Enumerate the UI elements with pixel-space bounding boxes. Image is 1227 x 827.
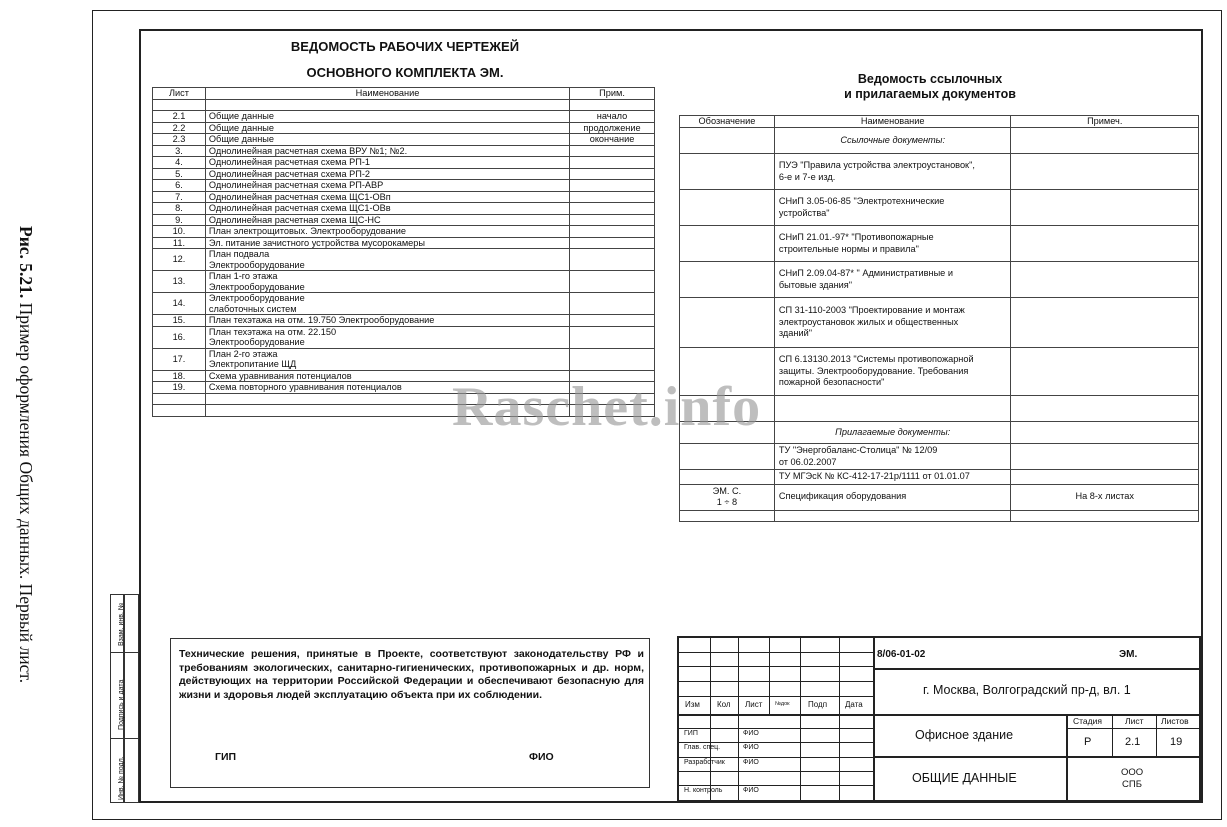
documents-table (679, 115, 1199, 522)
grid-line (679, 771, 873, 772)
cell-sheet: 13. (153, 271, 206, 293)
att-line: ТУ "Энергобаланс-Столица" № 12/09 (778, 445, 938, 455)
cell-note (1011, 444, 1199, 470)
stamp-role: Н. контроль (684, 787, 723, 794)
grid-line (1156, 714, 1157, 756)
cell-sheet: 2.2 (153, 122, 206, 134)
grid-line (873, 638, 875, 800)
ref-line: СП 6.13130.2013 "Системы противопожарной (778, 354, 974, 365)
cell-sheet: 2.3 (153, 134, 206, 146)
cell-name: Эл. питание зачистного устройства мусорокамеры (205, 237, 569, 249)
table-row (680, 470, 1199, 485)
stamp-col-label: Подп (808, 700, 828, 709)
grid-line (800, 638, 801, 800)
table-row (153, 168, 655, 180)
section-label-attached: Прилагаемые документы: (774, 422, 1011, 444)
cell-note (570, 99, 655, 111)
cell-sheet: 8. (153, 203, 206, 215)
cell-sheet: 18. (153, 370, 206, 382)
cell-code (680, 154, 775, 190)
cell-name: Схема повторного уравнивания потенциалов (205, 382, 569, 394)
cell-note (570, 293, 655, 315)
cell-code (680, 510, 775, 521)
grid-line (679, 696, 873, 697)
cell-note: окончание (570, 134, 655, 146)
cell-sheet: 14. (153, 293, 206, 315)
column-header: Примеч. (1011, 116, 1199, 128)
grid-line (679, 742, 873, 743)
table-header-row (680, 116, 1199, 128)
cell-name: Общие данные (205, 134, 569, 146)
table-row (153, 348, 655, 370)
caption-number: Рис. 5.21. (16, 226, 36, 299)
column-header: Лист (153, 88, 206, 100)
stamp-fio: ФИО (743, 730, 759, 737)
cell-note (1011, 190, 1199, 226)
technical-decisions-note (170, 638, 650, 788)
cell-name (774, 190, 1011, 226)
grid-line (1066, 728, 1199, 729)
stamp-role: Глав. спец. (684, 744, 721, 751)
table-row (153, 293, 655, 315)
cell-name (774, 262, 1011, 298)
note-text: Технические решения, принятые в Проекте, соответствуют законодательству РФ и требованиям экологических, санитарно-гигиенических, противопожарных и др. норм, действующих на территории Российской Федерации и обеспечивают безопасную для жизни и здоровья людей эксплуатацию объекта при их соблюдении. (179, 648, 644, 701)
stamp-org-line1: ООО (1121, 767, 1144, 778)
cell-note (1011, 422, 1199, 444)
table-row (153, 111, 655, 123)
cell-name-line2: Электрооборудование (208, 337, 305, 347)
cell-note (570, 157, 655, 169)
cell-note (570, 348, 655, 370)
cell-note (1011, 262, 1199, 298)
table-row (153, 99, 655, 111)
cell-name (774, 154, 1011, 190)
stamp-fio: ФИО (743, 744, 759, 751)
table-row (680, 154, 1199, 190)
cell-note (1011, 396, 1199, 422)
grid-line (679, 714, 873, 716)
side-column-inner (124, 594, 139, 803)
cell-name-line2: Электрооборудование (208, 259, 305, 270)
grid-line (679, 652, 873, 653)
cell-note (570, 145, 655, 157)
cell-code (680, 470, 775, 485)
cell-note: продолжение (570, 122, 655, 134)
column-header: Наименование (774, 116, 1011, 128)
cell-name: Однолинейная расчетная схема РП-1 (205, 157, 569, 169)
table-row (153, 326, 655, 348)
cell-note (570, 271, 655, 293)
stamp-object: Офисное здание (915, 728, 1014, 742)
section-row (680, 128, 1199, 154)
caption-text: Пример оформления Общих данных. Первый лист. (16, 298, 36, 684)
cell-sheet (153, 99, 206, 111)
ref-line: СНиП 2.09.04-87* " Административные и (778, 268, 953, 278)
cell-name: Однолинейная расчетная схема ВРУ №1; №2. (205, 145, 569, 157)
cell-note (570, 180, 655, 192)
cell-name: Однолинейная расчетная схема ЩС1-ОВп (205, 191, 569, 203)
cell-note (570, 326, 655, 348)
ref-line: защиты. Электрооборудование. Требования (778, 365, 969, 376)
ref-line: устройства" (778, 207, 830, 218)
cell-note (570, 168, 655, 180)
table-row (153, 180, 655, 192)
title-block (677, 636, 1201, 802)
cell-name (205, 326, 569, 348)
cell-sheet: 3. (153, 145, 206, 157)
cell-name-line1: План 1-го этажа (208, 271, 278, 281)
stamp-col-label: Дата (845, 700, 863, 709)
column-header: Обозначение (680, 116, 775, 128)
cell-name: Однолинейная расчетная схема РП-2 (205, 168, 569, 180)
table-row (680, 298, 1199, 348)
stamp-stage-header: Стадия (1073, 716, 1102, 726)
cell-name: Однолинейная расчетная схема ЩС-НС (205, 214, 569, 226)
table-row (153, 134, 655, 146)
grid-line (769, 638, 770, 715)
ref-line: зданий" (778, 328, 812, 339)
column-header: Прим. (570, 88, 655, 100)
note-gip-label: ГИП (215, 751, 237, 763)
cell-name: План техэтажа на отм. 19.750 Электрооборудование (205, 315, 569, 327)
ref-line: электроустановок жилых и общественных (778, 316, 959, 327)
cell-sheet (153, 393, 206, 405)
cell-sheet: 16. (153, 326, 206, 348)
cell-name (205, 99, 569, 111)
cell-name: Общие данные (205, 122, 569, 134)
grid-line (679, 666, 873, 667)
cell-note (1011, 510, 1199, 521)
spec-code-line: 1 ÷ 8 (716, 497, 738, 507)
cell-name-line1: Электрооборудование (208, 293, 305, 303)
cell-name (774, 298, 1011, 348)
cell-sheet: 5. (153, 168, 206, 180)
stamp-mark: ЭМ. (1119, 649, 1138, 660)
table1-title-line1: ВЕДОМОСТЬ РАБОЧИХ ЧЕРТЕЖЕЙ (290, 39, 520, 54)
att-line: от 06.02.2007 (778, 456, 837, 467)
table1-title-line2: ОСНОВНОГО КОМПЛЕКТА ЭМ. (306, 65, 504, 80)
cell-name: План электрощитовых. Электрооборудование (205, 226, 569, 238)
cell-sheet: 7. (153, 191, 206, 203)
stamp-fio: ФИО (743, 787, 759, 794)
drawings-list-table (152, 87, 655, 417)
table-row (153, 145, 655, 157)
ref-line: пожарной безопасности" (778, 377, 885, 388)
cell-note (1011, 128, 1199, 154)
ref-line: ПУЭ "Правила устройства электроустановок", (778, 160, 975, 170)
table-row (153, 122, 655, 134)
note-fio-label: ФИО (529, 751, 554, 763)
cell-name (774, 510, 1011, 521)
cell-code (680, 484, 775, 510)
cell-sheet: 12. (153, 249, 206, 271)
table-row (680, 444, 1199, 470)
ref-line: бытовые здания" (778, 279, 853, 290)
grid-line (679, 728, 873, 729)
cell-note (570, 237, 655, 249)
stamp-stage: Р (1084, 736, 1092, 748)
cell-note (570, 315, 655, 327)
cell-name (774, 348, 1011, 396)
stamp-sheets-total: 19 (1170, 736, 1183, 748)
side-label-replace-inv: Взам. инв. № (118, 602, 125, 646)
grid-line (873, 756, 1199, 758)
section-label-referenced: Ссылочные документы: (774, 128, 1011, 154)
cell-note: начало (570, 111, 655, 123)
cell-code (680, 128, 775, 154)
table-row (153, 203, 655, 215)
cell-sheet: 15. (153, 315, 206, 327)
stamp-role: Разработчик (684, 759, 725, 766)
cell-name-line1: План техэтажа на отм. 22.150 (208, 326, 337, 337)
table-row (153, 237, 655, 249)
stamp-col-label: №док (775, 701, 790, 707)
watermark: Raschet.info (452, 376, 762, 438)
grid-line (873, 714, 1199, 716)
ref-line: 6-е и 7-е изд. (778, 171, 836, 182)
cell-sheet: 4. (153, 157, 206, 169)
stamp-fio: ФИО (743, 759, 759, 766)
cell-name: Схема уравнивания потенциалов (205, 370, 569, 382)
cell-note (570, 203, 655, 215)
cell-name (205, 348, 569, 370)
grid-line (738, 638, 739, 800)
cell-sheet: 6. (153, 180, 206, 192)
table-row (153, 315, 655, 327)
stamp-sheet-number: 2.1 (1125, 736, 1141, 748)
cell-name: ТУ МГЭсК № КС-412-17-21р/1111 от 01.01.07 (774, 470, 1011, 485)
ref-line: СНиП 3.05-06-85 "Электротехнические (778, 196, 945, 206)
cell-name (205, 271, 569, 293)
cell-name-line2: Электропитание ЩД (208, 359, 297, 369)
cell-name (774, 226, 1011, 262)
table-row (680, 262, 1199, 298)
grid-line (1066, 714, 1068, 800)
table-row (153, 214, 655, 226)
table-row (153, 226, 655, 238)
cell-code (680, 444, 775, 470)
figure-caption (10, 226, 36, 684)
cell-name: Спецификация оборудования (774, 484, 1011, 510)
stamp-org-line2: СПБ (1122, 779, 1142, 790)
cell-sheet: 9. (153, 214, 206, 226)
cell-name: Общие данные (205, 111, 569, 123)
ref-line: строительные нормы и правила" (778, 243, 919, 254)
grid-line (1112, 714, 1113, 756)
table-row (680, 190, 1199, 226)
column-header: Наименование (205, 88, 569, 100)
table-row (153, 271, 655, 293)
cell-name (205, 293, 569, 315)
stamp-col-label: Лист (745, 700, 763, 709)
side-divider-2 (110, 738, 139, 739)
stamp-col-label: Кол (717, 700, 731, 709)
cell-code (680, 226, 775, 262)
cell-sheet: 10. (153, 226, 206, 238)
stamp-code: 8/06-01-02 (877, 649, 926, 660)
cell-name-line1: План подвала (208, 249, 270, 259)
cell-name: Однолинейная расчетная схема РП-АВР (205, 180, 569, 192)
cell-note (1011, 226, 1199, 262)
table-row (153, 249, 655, 271)
cell-note: На 8-х листах (1011, 484, 1199, 510)
grid-line (679, 681, 873, 682)
grid-line (839, 638, 840, 800)
table-row (680, 226, 1199, 262)
table-row (153, 157, 655, 169)
cell-note (570, 226, 655, 238)
cell-name (205, 249, 569, 271)
cell-sheet: 17. (153, 348, 206, 370)
cell-sheet: 2.1 (153, 111, 206, 123)
stamp-col-label: Изм (685, 700, 700, 709)
side-label-inv-original: Инв. № подл. (118, 756, 125, 800)
stamp-document-title: ОБЩИЕ ДАННЫЕ (912, 771, 1017, 785)
cell-note (570, 249, 655, 271)
cell-note (1011, 348, 1199, 396)
cell-code (680, 262, 775, 298)
side-divider-1 (110, 652, 139, 653)
stamp-role: ГИП (684, 730, 698, 737)
cell-note (570, 214, 655, 226)
grid-line (679, 785, 873, 786)
cell-name: Однолинейная расчетная схема ЩС1-ОВв (205, 203, 569, 215)
table2-title-line2: и прилагаемых документов (844, 87, 1016, 101)
table2-title-line1: Ведомость ссылочных (857, 72, 1003, 86)
cell-name-line2: Электрооборудование (208, 281, 305, 292)
cell-note (570, 191, 655, 203)
cell-sheet (153, 405, 206, 417)
stamp-sheets-header: Листов (1161, 716, 1189, 726)
cell-code (680, 298, 775, 348)
cell-name-line1: План 2-го этажа (208, 348, 278, 359)
table-row (153, 191, 655, 203)
ref-line: СП 31-110-2003 "Проектирование и монтаж (778, 305, 965, 316)
cell-note (1011, 154, 1199, 190)
ref-line: СНиП 21.01.-97* "Противопожарные (778, 232, 934, 242)
grid-line (873, 668, 1199, 670)
table-row (680, 484, 1199, 510)
cell-note (1011, 298, 1199, 348)
cell-name (774, 444, 1011, 470)
cell-sheet: 11. (153, 237, 206, 249)
stamp-sheet-header: Лист (1125, 716, 1144, 726)
table-header-row (153, 88, 655, 100)
table-row (680, 510, 1199, 521)
stamp-address: г. Москва, Волгоградский пр-д, вл. 1 (923, 683, 1131, 697)
cell-name (774, 396, 1011, 422)
cell-name-line2: слаботочных систем (208, 303, 297, 314)
spec-code-line: ЭМ. С. (712, 485, 742, 496)
side-label-signature-date: Подпись и дата (118, 679, 125, 730)
grid-line (710, 638, 711, 800)
cell-sheet: 19. (153, 382, 206, 394)
grid-line (679, 757, 873, 758)
cell-note (1011, 470, 1199, 485)
cell-code (680, 190, 775, 226)
